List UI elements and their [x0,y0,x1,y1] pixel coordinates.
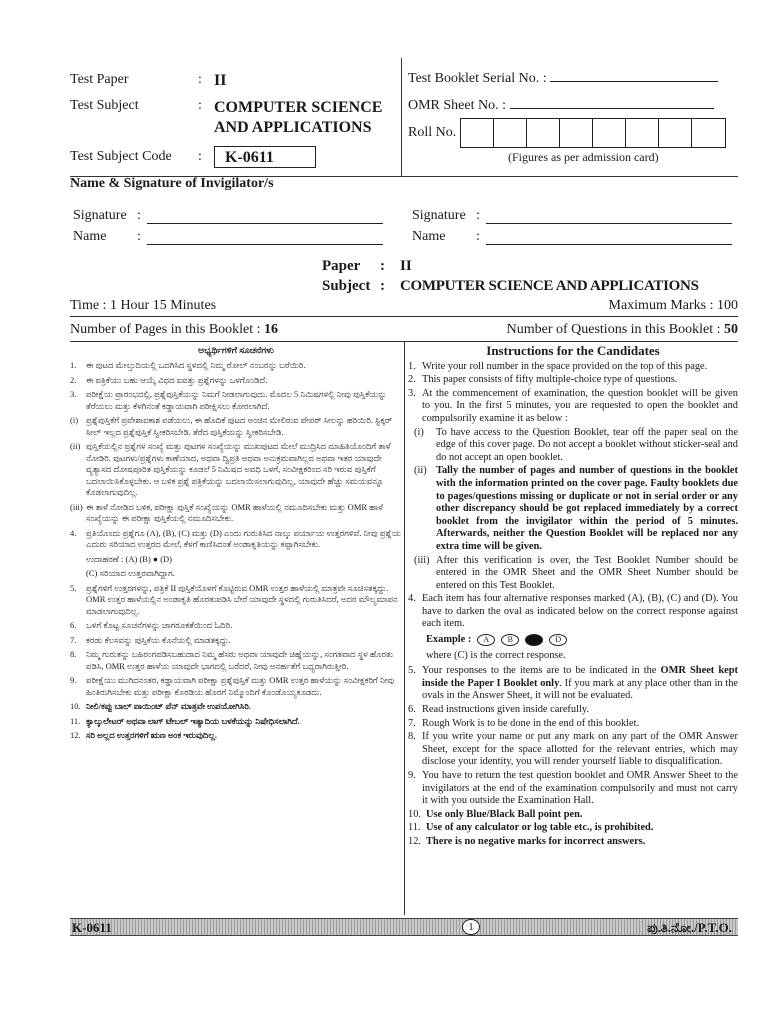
name-label: Name [73,229,107,244]
instruction-11: 11. Use of any calculator or log table etc., is prohibited. [408,822,654,834]
instruction-3-i: (i) To have access to the Question Booklet, tear off the paper seal on the edge of this cover page. Do not accept a booklet without sticker-seal and do not accept an open booklet. [414,426,738,463]
kannada-instruction-number: 4. [70,527,77,538]
invigilator-1-block [73,203,383,245]
signature-row: Signature : [73,203,383,224]
kannada-instruction-item [70,620,402,632]
option-d-oval: D [549,634,567,646]
kannada-instruction-item [70,716,402,728]
kannada-instruction-item [70,360,402,372]
instruction-1: 1. Write your roll number in the space provided on the top of this page. [408,360,708,372]
kannada-instruction-item [70,502,402,525]
kannada-instruction-number: 3. [70,389,77,399]
name-row: Name : [412,224,732,245]
instruction-4: 4. Each item has four alternative responses marked (A), (B), (C) and (D). You have to darken the oval as indicated below on the correct response against each item. [408,593,738,630]
header-divider [401,58,402,176]
roll-number-boxes[interactable] [460,118,726,148]
paper-label: Paper [322,258,361,274]
kannada-instruction-text: ಪ್ರಶ್ನೆಪುಸ್ತಿಕೆಗೆ ಪ್ರವೇಶಾವಕಾಶ ಪಡೆಯಲು, ಈ ಹೊದಿಕೆ ಪುಟದ ಅಂಚಿನ ಮೇಲಿರುವ ಪೇಪರ್ ಸೀಲನ್ನು ಹರಿಯಿರಿ. ಸ್ಟಿಕ್ಕರ್ ಸೀಲ್ ಇಲ್ಲದ ಪ್ರಶ್ನೆಪುಸ್ತಿಕೆ ಸ್ವೀಕರಿಸಬೇಡಿ. ತೆರೆದ ಪುಸ್ತಿಕೆಯನ್ನು ಸ್ವೀಕರಿಸಬೇಡಿ. [86,415,393,437]
kannada-instruction-number: (iii) [70,501,83,512]
test-paper-label: Test Paper [70,72,129,87]
serial-label: Test Booklet Serial No. : [408,71,547,86]
kannada-instruction-item [70,441,402,499]
kannada-instruction-text: ಕ್ಯಾಲ್ಕುಲೇಟರ್ ಅಥವಾ ಲಾಗ್ ಟೇಬಲ್ ಇತ್ಯಾದಿಯ ಬಳಕೆಯನ್ನು ನಿಷೇಧಿಸಲಾಗಿದೆ. [86,715,300,726]
kannada-instruction-text: ಪ್ರಶ್ನೆಗಳಿಗೆ ಉತ್ತರಗಳನ್ನು, ಪತ್ರಿಕೆ II ಪುಸ್ತಿಕೆಯೊಳಗೆ ಕೊಟ್ಟಿರುವ OMR ಉತ್ತರ ಹಾಳೆಯಲ್ಲಿ ಮಾತ್ರವೇ ಸೂಚಿಸತಕ್ಕದ್ದು. OMR ಉತ್ತರ ಹಾಳೆಯಲ್ಲಿನ ಅಂಡಾಕೃತಿ ಹೊರತುಪಡಿಸಿ ಬೇರೆ ಯಾವುದೇ ಸ್ಥಳದಲ್ಲಿ ಗುರುತಿಸಿದರೆ, ಅದರ ಮೌಲ್ಯಮಾಪನ ಮಾಡಲಾಗುವುದಿಲ್ಲ. [86,582,398,616]
instruction-3-ii: (ii) Tally the number of pages and number of questions in the booklet with the information printed on the cover page. Faulty booklets due to pages/questions missing or duplicate or not in serial order or any other discrepancy should be got replaced immediately by a correct booklet from the invigilator within the period of 5 minutes. Afterwards, neither the Question Booklet will be replaced nor any extra time will be given. [414,465,738,552]
instruction-3-iii: (iii) After this verification is over, the Test Booklet Number should be entered in the OMR Sheet and the OMR Sheet Number should be entered on this Test Booklet. [414,554,738,591]
answer-example [426,634,738,647]
kannada-instruction-item [70,635,402,647]
signature-row: Signature : [412,203,732,224]
kannada-instructions [70,345,402,917]
footer-code: K-0611 [72,920,112,935]
kannada-instruction-number [70,568,86,580]
invigilator-2-block [412,203,732,245]
option-a-oval: A [477,634,495,646]
name-label: Name [412,229,446,244]
omr-field[interactable] [510,97,714,109]
instruction-12: 12. There is no negative marks for incorrect answers. [408,835,646,847]
kannada-instruction-text: ಒಳಗೆ ಕೊಟ್ಟ ಸೂಚನೆಗಳನ್ನು ಜಾಗರೂಕತೆಯಿಂದ ಓದಿರಿ. [86,620,233,630]
pages-count [70,322,278,338]
kannada-instruction-number: 12. [70,730,81,740]
invigilator-title: Name & Signature of Invigilator/s [70,176,274,191]
maximum-marks: Maximum Marks : 100 [608,298,738,313]
test-subject-code-row: Test Subject Code : K-0611 [70,146,316,168]
test-subject-row: Test Subject : COMPUTER SCIENCE AND APPLICATIONS [70,98,404,138]
page-footer [70,918,738,936]
kannada-instruction-item [70,528,402,551]
kannada-instruction-item [70,568,402,580]
test-subject-code-value: K-0611 [214,146,316,168]
english-instructions [408,345,738,917]
signature-label: Signature [412,208,466,223]
instruction-7: 7. Rough Work is to be done in the end of this booklet. [408,717,640,729]
roll-row [408,118,726,148]
kannada-instruction-number: 11. [70,715,81,726]
english-instructions-title: Instructions for the Candidates [486,345,660,358]
kannada-instruction-text: ಸರಿ ಅಲ್ಲದ ಉತ್ತರಗಳಿಗೆ ಋಣ ಅಂಕ ಇರುವುದಿಲ್ಲ. [86,730,218,740]
test-subject-label: Test Subject [70,98,139,113]
kannada-instructions-list [70,360,402,742]
roll-note: (Figures as per admission card) [508,150,659,164]
name-field[interactable] [147,231,383,245]
kannada-instruction-item [70,583,402,618]
kannada-instruction-number: 6. [70,620,77,630]
kannada-instruction-number: 7. [70,634,77,645]
kannada-instruction-text: ಪುಸ್ತಿಕೆಯಲ್ಲಿನ ಪ್ರಶ್ನೆಗಳ ಸಂಖ್ಯೆ ಮತ್ತು ಪುಟಗಳ ಸಂಖ್ಯೆಯನ್ನು ಮುಖಪುಟದ ಮೇಲೆ ಮುದ್ರಿಸಿದ ಮಾಹಿತಿಯೊಂದಿಗೆ ತಾಳೆ ನೋಡಿರಿ. ಪುಟಗಳು/ಪ್ರಶ್ನೆಗಳು ಕಾಣೆಯಾದ, ಅಥವಾ ದ್ವಿಪ್ರತಿ ಅಥವಾ ಅನುಕ್ರಮವಾಗಿಲ್ಲದ ಅಥವಾ ಇತರ ಯಾವುದೇ ವ್ಯತ್ಯಾಸದ ದೋಷಪೂರಿತ ಪುಸ್ತಿಕೆಯನ್ನು ಕೂಡಲೆ 5 ನಿಮಿಷದ ಅವಧಿ ಒಳಗೆ, ಸಂವೀಕ್ಷಕರಿಂದ ಸರಿ ಇರುವ ಪುಸ್ತಿಕೆಗೆ ಬದಲಾಯಿಸಿಕೊಳ್ಳಬೇಕು. ಆ ಬಳಿಕ ಪ್ರಶ್ನೆ ಪತ್ರಿಕೆಯನ್ನು ಬದಲಾಯಿಸಲಾಗುವುದಿಲ್ಲ, ಯಾವುದೇ ಹೆಚ್ಚು ಸಮಯವನ್ನೂ ಕೊಡಲಾಗುವುದಿಲ್ಲ. [86,441,391,497]
kannada-instruction-number [70,554,86,566]
kannada-instruction-text: ನಿಮ್ಮ ಗುರುತನ್ನು ಬಹಿರಂಗಪಡಿಸಬಹುದಾದ ನಿಮ್ಮ ಹೆಸರು ಅಥವಾ ಯಾವುದೇ ಚಿಹ್ನೆಯನ್ನು, ಸಂಗತವಾದ ಸ್ಥಳ ಹೊರತು ಪಡಿಸಿ, OMR ಉತ್ತರ ಹಾಳೆಯ ಯಾವುದೇ ಭಾಗದಲ್ಲಿ ಬರೆದರೆ, ನೀವು ಅನರ್ಹತೆಗೆ ಬಧ್ಯರಾಗಿರುತ್ತೀರಿ. [86,649,394,671]
kannada-instruction-item [70,649,402,672]
test-subject-code-label: Test Subject Code [70,149,172,164]
subject-row: Subject : COMPUTER SCIENCE AND APPLICATIONS [322,278,699,294]
subject-label: Subject [322,278,371,294]
instruction-9: 9. You have to return the test question booklet and OMR Answer Sheet to the invigilators at the end of the examination compulsorily and must not carry it with you outside the Examination Hall. [408,770,738,807]
signature-label: Signature [73,208,127,223]
pto-label: ಪು.ತಿ.ನೋ./P.T.O. [647,920,732,935]
kannada-instruction-number: 8. [70,649,77,659]
kannada-instruction-item [70,730,402,742]
kannada-instruction-text: ಈ ತಾಳೆ ನೋಡಿದ ಬಳಿಕ, ಪರೀಕ್ಷಾ ಪುಸ್ತಿಕೆ ಸಂಖ್ಯೆಯನ್ನು OMR ಹಾಳೆಯಲ್ಲಿ ನಮೂದಿಸಬೇಕು ಮತ್ತು OMR ಹಾಳೆ ಸಂಖ್ಯೆಯನ್ನು ಈ ಪರೀಕ್ಷಾ ಪುಸ್ತಿಕೆಯಲ್ಲಿ ನಮೂದಿಸಬೇಕು. [86,501,384,523]
subject-value: COMPUTER SCIENCE AND APPLICATIONS [400,278,699,294]
instruction-3: 3. At the commencement of examination, the question booklet will be given to you. In the first 5 minutes, you are requested to open the booklet and compulsorily examine it as below : [408,387,738,424]
kannada-instruction-item [70,675,402,698]
kannada-instruction-text: ಕರಡು ಕೆಲಸವನ್ನು ಪುಸ್ತಿಕೆಯ ಕೊನೆಯಲ್ಲಿ ಮಾಡತಕ್ಕದ್ದು. [86,634,231,645]
serial-row [408,70,718,87]
kannada-instruction-item [70,554,402,566]
pages-label: Number of Pages in this Booklet : [70,322,261,337]
kannada-instruction-item [70,375,402,387]
omr-label: OMR Sheet No. : [408,98,506,113]
test-paper-row: Test Paper : II [70,72,227,89]
option-c-oval-filled: C [525,634,543,646]
kannada-instructions-title: ಅಭ್ಯರ್ಥಿಗಳಿಗೆ ಸೂಚನೆಗಳು [198,345,274,355]
pages-value: 16 [264,322,279,337]
example-label: Example : [426,634,472,646]
instruction-5: 5. Your responses to the items are to be indicated in the OMR Sheet kept inside the Paper I Booklet only. If you mark at any place other than in the ovals in the Answer Sheet, it will not be evaluated. [408,665,738,702]
questions-count [507,322,738,338]
questions-label: Number of Questions in this Booklet : [506,322,721,337]
kannada-instruction-number: 5. [70,582,77,593]
kannada-instruction-text: ಈ ಪುಟದ ಮೇಲ್ತುದಿಯಲ್ಲಿ ಒದಗಿಸಿದ ಸ್ಥಳದಲ್ಲಿ ನಿಮ್ಮ ರೋಲ್ ನಂಬರನ್ನು ಬರೆಯಿರಿ. [86,360,306,370]
page-number: 1 [462,919,480,935]
instruction-6: 6. Read instructions given inside carefully. [408,704,589,716]
test-paper-value: II [214,72,227,89]
kannada-instruction-text: ಪರೀಕ್ಷೆಯ ಪ್ರಾರಂಭದಲ್ಲಿ, ಪ್ರಶ್ನೆಪುಸ್ತಿಕೆಯನ್ನು ನಿಮಗೆ ನೀಡಲಾಗುವುದು. ಮೊದಲ 5 ನಿಮಿಷಗಳಲ್ಲಿ ನೀವು ಪುಸ್ತಿಕೆಯನ್ನು ತೆರೆಯಲು ಮತ್ತು ಕೆಳಗಿನಂತೆ ಕಡ್ಡಾಯವಾಗಿ ಪರೀಕ್ಷಿಸಲು ಕೋರಲಾಗಿದೆ. [86,389,387,411]
kannada-instruction-text: (C) ಸರಿಯಾದ ಉತ್ತರವಾಗಿದ್ದಾಗ. [86,568,175,578]
time-allowed: Time : 1 Hour 15 Minutes [70,298,217,313]
kannada-instruction-item [70,389,402,412]
signature-field[interactable] [486,210,732,224]
kannada-instruction-number: 1. [70,360,77,370]
name-field[interactable] [486,231,732,245]
kannada-instruction-text: ಪ್ರತಿಯೊಂದು ಪ್ರಶ್ನೆಗೂ (A), (B), (C) ಮತ್ತು (D) ಎಂದು ಗುರುತಿಸಿದ ನಾಲ್ಕು ಪರ್ಯಾಯ ಉತ್ತರಗಳಿವೆ. ನೀವು ಪ್ರಶ್ನೆಯ ಎದುರು ಸರಿಯಾದ ಉತ್ತರದ ಮೇಲೆ, ಕೆಳಗೆ ಕಾಣಿಸಿದಂತೆ ಅಂಡಾಕೃತಿಯನ್ನು ಕಪ್ಪಾಗಿಸಬೇಕು. [86,527,401,549]
kannada-instruction-item [70,701,402,713]
signature-field[interactable] [147,210,383,224]
kannada-instruction-number: (i) [70,415,79,425]
kannada-instruction-item [70,415,402,438]
serial-field[interactable] [550,70,718,82]
questions-value: 50 [724,322,738,337]
kannada-instruction-text: ಈ ಪತ್ರಿಕೆಯು ಬಹು ಆಯ್ಕೆ ವಿಧದ ಐವತ್ತು ಪ್ರಶ್ನೆಗಳನ್ನು ಒಳಗೊಂಡಿದೆ. [86,374,268,385]
column-divider [404,342,405,915]
instruction-8: 8. If you write your name or put any mark on any part of the OMR Answer Sheet, except for the space allotted for the relevant entries, which may disclose your identity, you will render yourself liable to disqualification. [408,731,738,768]
kannada-instruction-number: 10. [70,701,81,711]
kannada-instruction-text: ಉದಾಹರಣೆ : (A) (B) ● (D) [86,553,172,564]
divider [70,316,738,317]
kannada-instruction-text: ನೀಲಿ/ಕಪ್ಪು ಬಾಲ್ ಪಾಯಿಂಟ್ ಪೆನ್ ಮಾತ್ರವೇ ಉಪಯೋಗಿಸಿರಿ. [86,701,251,711]
omr-row [408,97,714,114]
kannada-instruction-text: ಪರೀಕ್ಷೆಯು ಮುಗಿದನಂತರ, ಕಡ್ಡಾಯವಾಗಿ ಪರೀಕ್ಷಾ ಪ್ರಶ್ನೆಪುಸ್ತಿಕೆ ಮತ್ತು OMR ಉತ್ತರ ಹಾಳೆಯನ್ನು ಸಂವೀಕ್ಷಕರಿಗೆ ನೀವು ಹಿಂತಿರುಗಿಸಬೇಕು ಮತ್ತು ಪರೀಕ್ಷಾ ಕೊಠಡಿಯ ಹೊರಗೆ ನಿಮ್ಮೊಂದಿಗೆ ಕೊಂಡೊಯ್ಯಕೂಡದು. [86,675,395,697]
kannada-instruction-number: 9. [70,675,77,685]
instruction-2: 2. This paper consists of fifty multiple-choice type of questions. [408,374,678,386]
kannada-instruction-number: (ii) [70,441,81,451]
kannada-instruction-number: 2. [70,374,77,385]
paper-row: Paper : II [322,258,412,274]
paper-value: II [400,258,412,274]
example-note: where (C) is the correct response. [426,649,566,661]
name-row: Name : [73,224,383,245]
instruction-10: 10. Use only Blue/Black Ball point pen. [408,808,583,820]
roll-label: Roll No. [408,125,457,141]
option-b-oval: B [501,634,519,646]
test-subject-value: COMPUTER SCIENCE AND APPLICATIONS [214,99,383,136]
